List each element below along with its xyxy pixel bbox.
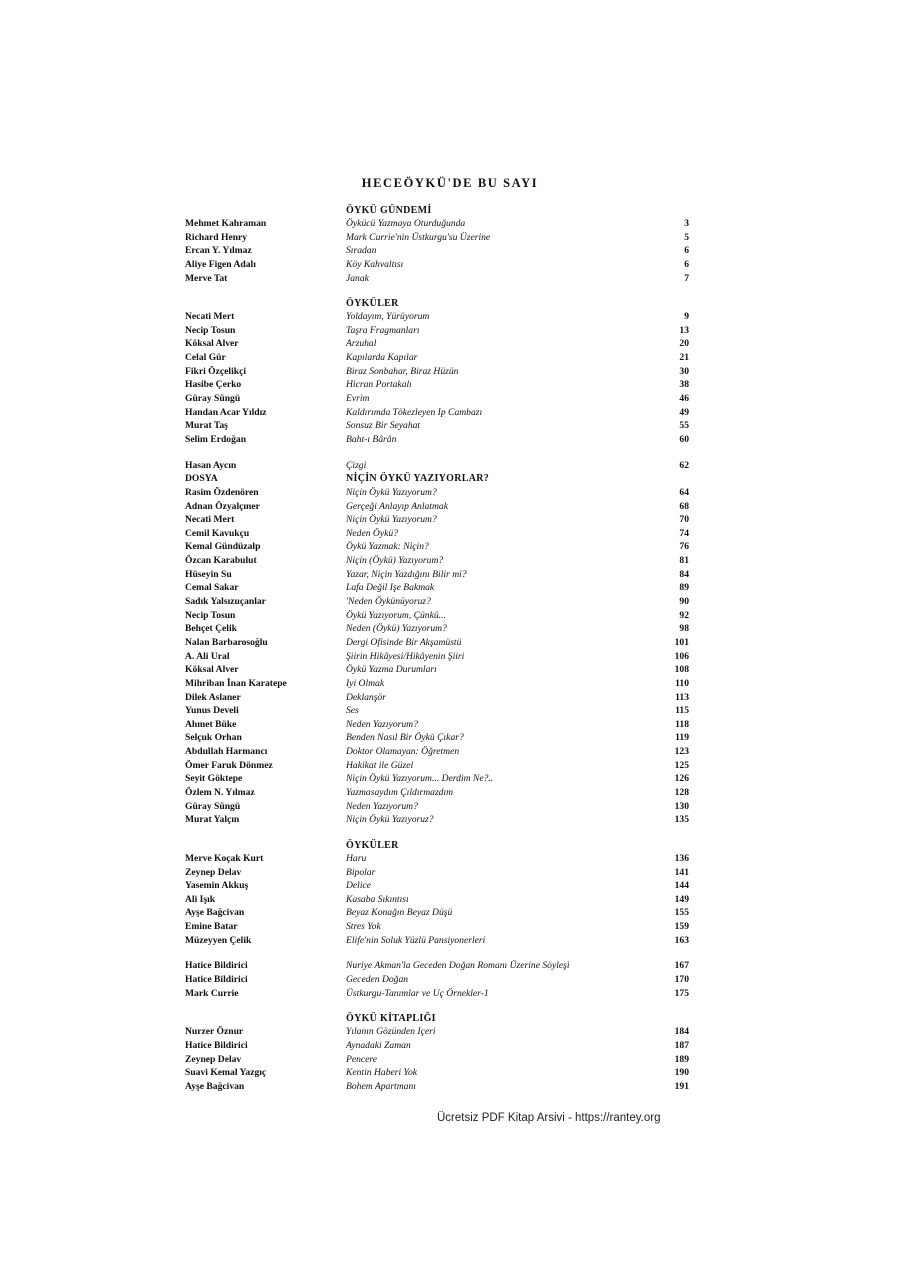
entry-author: Adnan Özyalçıner xyxy=(185,500,260,512)
entry-title: Neden Yazıyorum? xyxy=(346,800,418,812)
entry-page-number: 155 xyxy=(674,907,689,919)
entry-author: DOSYA xyxy=(185,473,218,485)
toc-entry xyxy=(0,745,900,759)
entry-author: Ayşe Bağcivan xyxy=(185,1080,245,1092)
entry-title: Neden Yazıyorum? xyxy=(346,718,418,730)
section-heading: ÖYKÜLER xyxy=(346,298,399,310)
entry-page-number: 84 xyxy=(679,568,689,580)
entry-page-number: 184 xyxy=(674,1026,689,1038)
entry-page-number: 20 xyxy=(679,338,689,350)
toc-entry xyxy=(0,337,900,351)
entry-author: Celal Gür xyxy=(185,352,226,364)
entry-author: Hatice Bildirici xyxy=(185,1039,248,1051)
entry-title: Niçin Öykü Yazıyoruz? xyxy=(346,814,434,826)
toc-section xyxy=(0,297,900,446)
toc-entry xyxy=(0,244,900,258)
toc-entry xyxy=(0,879,900,893)
entry-title: Niçin Öykü Yazıyorum? xyxy=(346,514,437,526)
entry-author: Yasemin Akkuş xyxy=(185,880,249,892)
entry-page-number: 6 xyxy=(684,245,689,257)
toc-entry xyxy=(0,581,900,595)
entry-author: Aliye Figen Adalı xyxy=(185,258,256,270)
entry-title: Mark Currie'nin Üstkurgu'su Üzerine xyxy=(346,231,491,243)
entry-author: Kemal Gündüzalp xyxy=(185,541,261,553)
toc-entry xyxy=(0,459,900,473)
entry-title: Kasaba Sıkıntısı xyxy=(346,893,409,905)
toc-entry xyxy=(0,540,900,554)
entry-author: Köksal Alver xyxy=(185,338,239,350)
entry-author: Dilek Aslaner xyxy=(185,691,241,703)
toc-entry xyxy=(0,365,900,379)
toc-entry xyxy=(0,406,900,420)
entry-page-number: 68 xyxy=(679,500,689,512)
toc-entry xyxy=(0,231,900,245)
entry-title: Pencere xyxy=(346,1053,378,1065)
entry-title: Arzuhal xyxy=(346,338,377,350)
entry-title: Stres Yok xyxy=(346,921,381,933)
entry-author: Fikri Özçelikçi xyxy=(185,365,247,377)
entry-title: Yazmasaydım Çıldırmazdım xyxy=(346,786,454,798)
entry-author: Ayşe Bağcivan xyxy=(185,907,245,919)
entry-title: Öykü Yazmak: Niçin? xyxy=(346,541,429,553)
entry-title: Biraz Sonbahar, Biraz Hüzün xyxy=(346,365,459,377)
entry-title: Benden Nasıl Bir Öykü Çıkar? xyxy=(346,732,464,744)
entry-author: Handan Acar Yıldız xyxy=(185,406,267,418)
entry-author: Abdullah Harmancı xyxy=(185,746,268,758)
entry-title: Janak xyxy=(346,272,369,284)
entry-title: Kentin Haberi Yok xyxy=(346,1067,418,1079)
entry-title: Köy Kahvaltısı xyxy=(346,258,404,270)
entry-title: Iyi Olmak xyxy=(346,677,385,689)
entry-title: Elife'nin Soluk Yüzlü Pansiyonerleri xyxy=(346,934,486,946)
entry-title: Geceden Doğan xyxy=(346,974,409,986)
entry-author: Necip Tosun xyxy=(185,609,236,621)
entry-title: NİÇİN ÖYKÜ YAZIYORLAR? xyxy=(346,473,490,485)
entry-author: Selim Erdoğan xyxy=(185,433,247,445)
entry-author: Necip Tosun xyxy=(185,324,236,336)
entry-title: Bipolar xyxy=(346,866,376,878)
entry-page-number: 170 xyxy=(674,974,689,986)
toc-entry xyxy=(0,934,900,948)
entry-author: Müzeyyen Çelik xyxy=(185,934,252,946)
entry-author: Suavi Kemal Yazgıç xyxy=(185,1067,267,1079)
entry-author: A. Ali Ural xyxy=(185,650,230,662)
entry-page-number: 167 xyxy=(674,960,689,972)
entry-page-number: 125 xyxy=(674,759,689,771)
entry-title: 'Neden Öykünüyoruz? xyxy=(346,596,431,608)
toc-entry xyxy=(0,852,900,866)
entry-page-number: 64 xyxy=(679,486,689,498)
toc-entry xyxy=(0,217,900,231)
entry-page-number: 38 xyxy=(679,379,689,391)
entry-page-number: 5 xyxy=(684,231,689,243)
toc-entry xyxy=(0,704,900,718)
entry-title: Nuriye Akman'la Geceden Doğan Romanı Üzerine Söyleşi xyxy=(346,960,570,972)
entry-author: Ömer Faruk Dönmez xyxy=(185,759,273,771)
entry-title: Sıradan xyxy=(346,245,377,257)
entry-author: Emine Batar xyxy=(185,921,238,933)
toc-entry xyxy=(0,351,900,365)
entry-page-number: 90 xyxy=(679,596,689,608)
entry-author: Necati Mert xyxy=(185,311,235,323)
entry-page-number: 118 xyxy=(675,718,689,730)
entry-title: Deklanşör xyxy=(346,691,386,703)
toc-entry xyxy=(0,800,900,814)
entry-page-number: 81 xyxy=(679,555,689,567)
entry-author: Nurzer Öznur xyxy=(185,1026,244,1038)
toc-entry xyxy=(0,636,900,650)
entry-page-number: 175 xyxy=(674,987,689,999)
toc-entry xyxy=(0,731,900,745)
toc-entry xyxy=(0,378,900,392)
entry-page-number: 46 xyxy=(679,393,689,405)
entry-author: Merve Tat xyxy=(185,272,228,284)
toc-entry xyxy=(0,419,900,433)
toc-entry xyxy=(0,527,900,541)
entry-author: Mihriban İnan Karatepe xyxy=(185,677,287,689)
entry-title: Şiirin Hikâyesi/Hikâyenin Şiiri xyxy=(346,650,465,662)
toc-entry xyxy=(0,554,900,568)
toc-entry xyxy=(0,500,900,514)
entry-title: Kaldırımda Tökezleyen Ip Cambazı xyxy=(346,406,483,418)
entry-page-number: 144 xyxy=(674,880,689,892)
section-heading: ÖYKÜLER xyxy=(346,839,399,851)
entry-page-number: 110 xyxy=(675,677,689,689)
entry-author: Cemal Sakar xyxy=(185,582,239,594)
entry-author: Güray Süngü xyxy=(185,800,241,812)
entry-page-number: 55 xyxy=(679,420,689,432)
toc-entry xyxy=(0,813,900,827)
toc-section xyxy=(0,459,900,827)
entry-page-number: 70 xyxy=(679,514,689,526)
entry-page-number: 190 xyxy=(674,1067,689,1079)
entry-author: Zeynep Delav xyxy=(185,866,242,878)
toc-entry xyxy=(0,1053,900,1067)
toc-entry xyxy=(0,272,900,286)
entry-title: Evrim xyxy=(346,393,370,405)
toc-entry xyxy=(0,310,900,324)
entry-title: Yılanın Gözünden Içeri xyxy=(346,1026,436,1038)
toc-entry xyxy=(0,1080,900,1094)
entry-page-number: 141 xyxy=(674,866,689,878)
entry-page-number: 98 xyxy=(679,623,689,635)
toc-entry xyxy=(0,772,900,786)
toc-entry xyxy=(0,759,900,773)
entry-page-number: 187 xyxy=(674,1039,689,1051)
section-heading: ÖYKÜ KİTAPLIĞI xyxy=(346,1013,436,1025)
entry-page-number: 126 xyxy=(674,773,689,785)
entry-title: Niçin (Öykü) Yazıyorum? xyxy=(346,555,444,567)
entry-title: Gerçeği Anlayıp Anlatmak xyxy=(346,500,448,512)
toc-entry xyxy=(0,973,900,987)
entry-author: Behçet Çelik xyxy=(185,623,237,635)
toc-entry xyxy=(0,718,900,732)
entry-title: Öykücü Yazmaya Oturduğunda xyxy=(346,218,466,229)
entry-title: Baht-ı Bârân xyxy=(346,433,397,445)
entry-author: Nalan Barbarosoğlu xyxy=(185,636,268,648)
toc-entry xyxy=(0,691,900,705)
entry-title: Üstkurgu-Tanımlar ve Uç Örnekler-1 xyxy=(346,987,489,999)
toc-entry xyxy=(0,609,900,623)
toc-entry xyxy=(0,486,900,500)
toc-entry xyxy=(0,1039,900,1053)
entry-title: Çizgi xyxy=(346,459,367,471)
entry-page-number: 49 xyxy=(679,406,689,418)
entry-page-number: 136 xyxy=(674,852,689,864)
entry-page-number: 163 xyxy=(674,934,689,946)
entry-author: Sadık Yalsızuçanlar xyxy=(185,596,266,608)
entry-author: Zeynep Delav xyxy=(185,1053,242,1065)
toc-entry xyxy=(0,622,900,636)
entry-title: Neden (Öykü) Yazıyorum? xyxy=(346,623,447,635)
toc-entry xyxy=(0,920,900,934)
entry-title: Haru xyxy=(346,852,367,864)
entry-title: Neden Öykü? xyxy=(346,527,398,539)
entry-author: Necati Mert xyxy=(185,514,235,526)
entry-title: Aynadaki Zaman xyxy=(346,1039,411,1051)
entry-title: Niçin Öykü Yazıyorum? xyxy=(346,486,437,498)
toc-entry xyxy=(0,472,900,486)
toc-entry xyxy=(0,987,900,1001)
toc-entry xyxy=(0,663,900,677)
toc-entry xyxy=(0,786,900,800)
entry-title: Dergi Ofisinde Bir Akşamüstü xyxy=(346,636,462,648)
toc-entry xyxy=(0,650,900,664)
entry-title: Kapılarda Kapılar xyxy=(346,352,418,364)
entry-page-number: 7 xyxy=(684,272,689,284)
section-heading: ÖYKÜ GÜNDEMİ xyxy=(346,205,432,216)
toc-entry xyxy=(0,866,900,880)
entry-page-number: 76 xyxy=(679,541,689,553)
entry-author: Murat Taş xyxy=(185,420,228,432)
footer-source-text: Ücretsiz PDF Kitap Arsivi - https://rantey.org xyxy=(437,1112,661,1124)
entry-page-number: 130 xyxy=(674,800,689,812)
entry-author: Rasim Özdenören xyxy=(185,486,259,498)
toc-entry xyxy=(0,1066,900,1080)
entry-title: Sonsuz Bir Seyahat xyxy=(346,420,421,432)
entry-page-number: 113 xyxy=(675,691,689,703)
entry-author: Mehmet Kahraman xyxy=(185,218,267,229)
entry-page-number: 101 xyxy=(674,636,689,648)
entry-title: Bohem Apartmanı xyxy=(346,1080,416,1092)
entry-title: Hakikat ile Güzel xyxy=(346,759,414,771)
entry-page-number: 119 xyxy=(675,732,689,744)
toc-entry xyxy=(0,433,900,447)
toc-entry xyxy=(0,392,900,406)
entry-page-number: 74 xyxy=(679,527,689,539)
entry-author: Ali Işık xyxy=(185,893,216,905)
entry-title: Öykü Yazma Durumları xyxy=(346,664,437,676)
entry-author: Seyit Göktepe xyxy=(185,773,243,785)
entry-author: Merve Koçak Kurt xyxy=(185,852,264,864)
entry-author: Hasan Aycın xyxy=(185,459,237,471)
entry-title: Taşra Fragmanları xyxy=(346,324,420,336)
entry-page-number: 6 xyxy=(684,258,689,270)
entry-page-number: 189 xyxy=(674,1053,689,1065)
toc-entry xyxy=(0,893,900,907)
entry-author: Richard Henry xyxy=(185,231,248,243)
toc-entry xyxy=(0,595,900,609)
entry-title: Hicran Portakalı xyxy=(346,379,412,391)
entry-page-number: 149 xyxy=(674,893,689,905)
entry-page-number: 123 xyxy=(674,746,689,758)
entry-author: Yunus Develi xyxy=(185,705,239,717)
entry-title: Delice xyxy=(346,880,372,892)
toc-entry xyxy=(0,258,900,272)
toc-entry xyxy=(0,677,900,691)
toc-entry xyxy=(0,324,900,338)
entry-title: Öykü Yazıyorum, Çünkü... xyxy=(346,609,446,621)
entry-page-number: 108 xyxy=(674,664,689,676)
entry-page-number: 115 xyxy=(675,705,689,717)
entry-author: Özlem N. Yılmaz xyxy=(185,786,255,798)
entry-author: Cemil Kavukçu xyxy=(185,527,250,539)
entry-author: Hatice Bildirici xyxy=(185,974,248,986)
entry-page-number: 13 xyxy=(679,324,689,336)
entry-author: Hatice Bildirici xyxy=(185,960,248,972)
entry-page-number: 9 xyxy=(684,311,689,323)
entry-title: Beyaz Konağın Beyaz Düşü xyxy=(346,907,453,919)
toc-section xyxy=(0,959,900,1000)
toc-entry xyxy=(0,1025,900,1039)
entry-author: Özcan Karabulut xyxy=(185,555,257,567)
table-of-contents xyxy=(0,204,900,1106)
entry-author: Hasibe Çerko xyxy=(185,379,242,391)
entry-title: Yoldayım, Yürüyorum xyxy=(346,311,430,323)
entry-page-number: 62 xyxy=(679,459,689,471)
entry-author: Köksal Alver xyxy=(185,664,239,676)
toc-section xyxy=(0,839,900,947)
entry-author: Murat Yalçın xyxy=(185,814,240,826)
entry-author: Ahmet Büke xyxy=(185,718,237,730)
entry-author: Mark Currie xyxy=(185,987,239,999)
toc-entry xyxy=(0,959,900,973)
entry-page-number: 191 xyxy=(674,1080,689,1092)
entry-page-number: 106 xyxy=(674,650,689,662)
toc-entry xyxy=(0,906,900,920)
entry-title: Ses xyxy=(346,705,359,717)
toc-entry xyxy=(0,568,900,582)
page-title: HECEÖYKÜ'DE BU SAYI xyxy=(361,176,539,190)
entry-author: Ercan Y. Yılmaz xyxy=(185,245,252,257)
entry-author: Güray Süngü xyxy=(185,393,241,405)
entry-author: Hüseyin Su xyxy=(185,568,232,580)
toc-entry xyxy=(0,513,900,527)
entry-page-number: 89 xyxy=(679,582,689,594)
entry-author: Selçuk Orhan xyxy=(185,732,242,744)
entry-page-number: 21 xyxy=(679,352,689,364)
toc-section xyxy=(0,1012,900,1093)
entry-page-number: 60 xyxy=(679,433,689,445)
entry-title: Doktor Olamayan: Öğretmen xyxy=(346,746,460,758)
entry-page-number: 3 xyxy=(684,218,689,229)
entry-title: Niçin Öykü Yazıyorum... Derdim Ne?.. xyxy=(346,773,494,785)
entry-title: Yazar, Niçin Yazdığını Bilir mi? xyxy=(346,568,467,580)
entry-page-number: 159 xyxy=(674,921,689,933)
entry-page-number: 135 xyxy=(674,814,689,826)
entry-page-number: 128 xyxy=(674,786,689,798)
entry-page-number: 30 xyxy=(679,365,689,377)
entry-title: Lafa Değil Işe Bakmak xyxy=(346,582,435,594)
toc-section xyxy=(0,204,900,285)
entry-page-number: 92 xyxy=(679,609,689,621)
